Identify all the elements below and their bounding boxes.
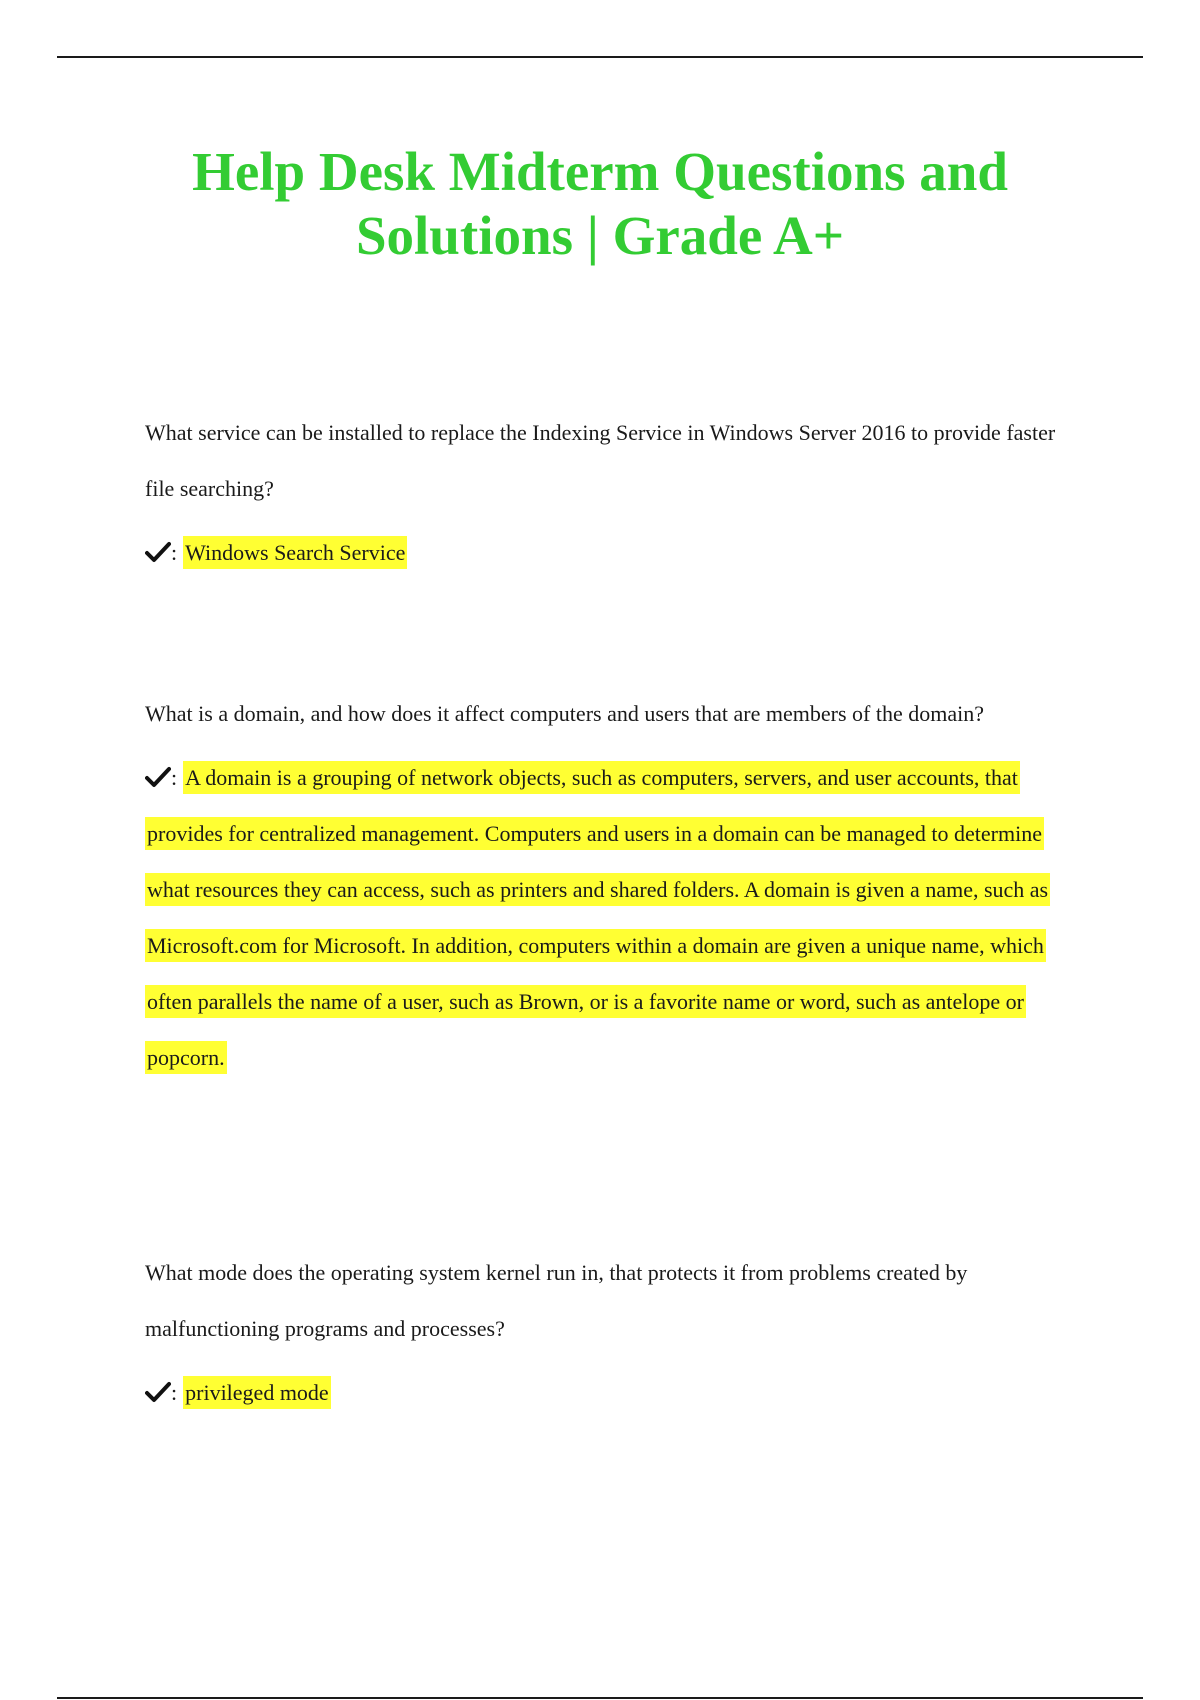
question-text: What is a domain, and how does it affect computers and users that are members of the domain?	[145, 701, 984, 726]
answer-block	[145, 1365, 1060, 1421]
qa-item-2	[145, 686, 1060, 1086]
answer-block	[145, 525, 1060, 581]
question-text: What service can be installed to replace the Indexing Service in Windows Server 2016 to provide faster file searching?	[145, 420, 1056, 501]
answer-separator: :	[171, 765, 178, 790]
answer-separator: :	[171, 1380, 178, 1405]
qa-item-1	[145, 405, 1060, 581]
title-line-2: Solutions | Grade A+	[355, 205, 845, 266]
title-line-1: Help Desk Midterm Questions and	[192, 141, 1008, 202]
answer-text: Windows Search Service	[183, 536, 407, 569]
check-mark-icon	[145, 765, 171, 789]
answer-text: privileged mode	[183, 1376, 331, 1409]
answer-text: A domain is a grouping of network objects, such as computers, servers, and user accounts, that provides for centralized management. Computers and users in a domain can be managed to determine what resources they can access, such as printers and shared folders. A domain is given a name, such as Microsoft.com for Microsoft. In addition, computers within a domain are given a unique name, which often parallels the name of a user, such as Brown, or is a favorite name or word, such as antelope or popcorn.	[145, 761, 1050, 1074]
bottom-rule	[57, 1697, 1143, 1699]
top-rule	[57, 56, 1143, 58]
qa-item-3	[145, 1245, 1060, 1421]
check-mark-icon	[145, 1380, 171, 1404]
answer-block	[145, 750, 1060, 1086]
document-title	[100, 140, 1100, 268]
question-text: What mode does the operating system kernel run in, that protects it from problems created by malfunctioning programs and processes?	[145, 1260, 968, 1341]
check-mark-icon	[145, 540, 171, 564]
answer-separator: :	[171, 540, 178, 565]
